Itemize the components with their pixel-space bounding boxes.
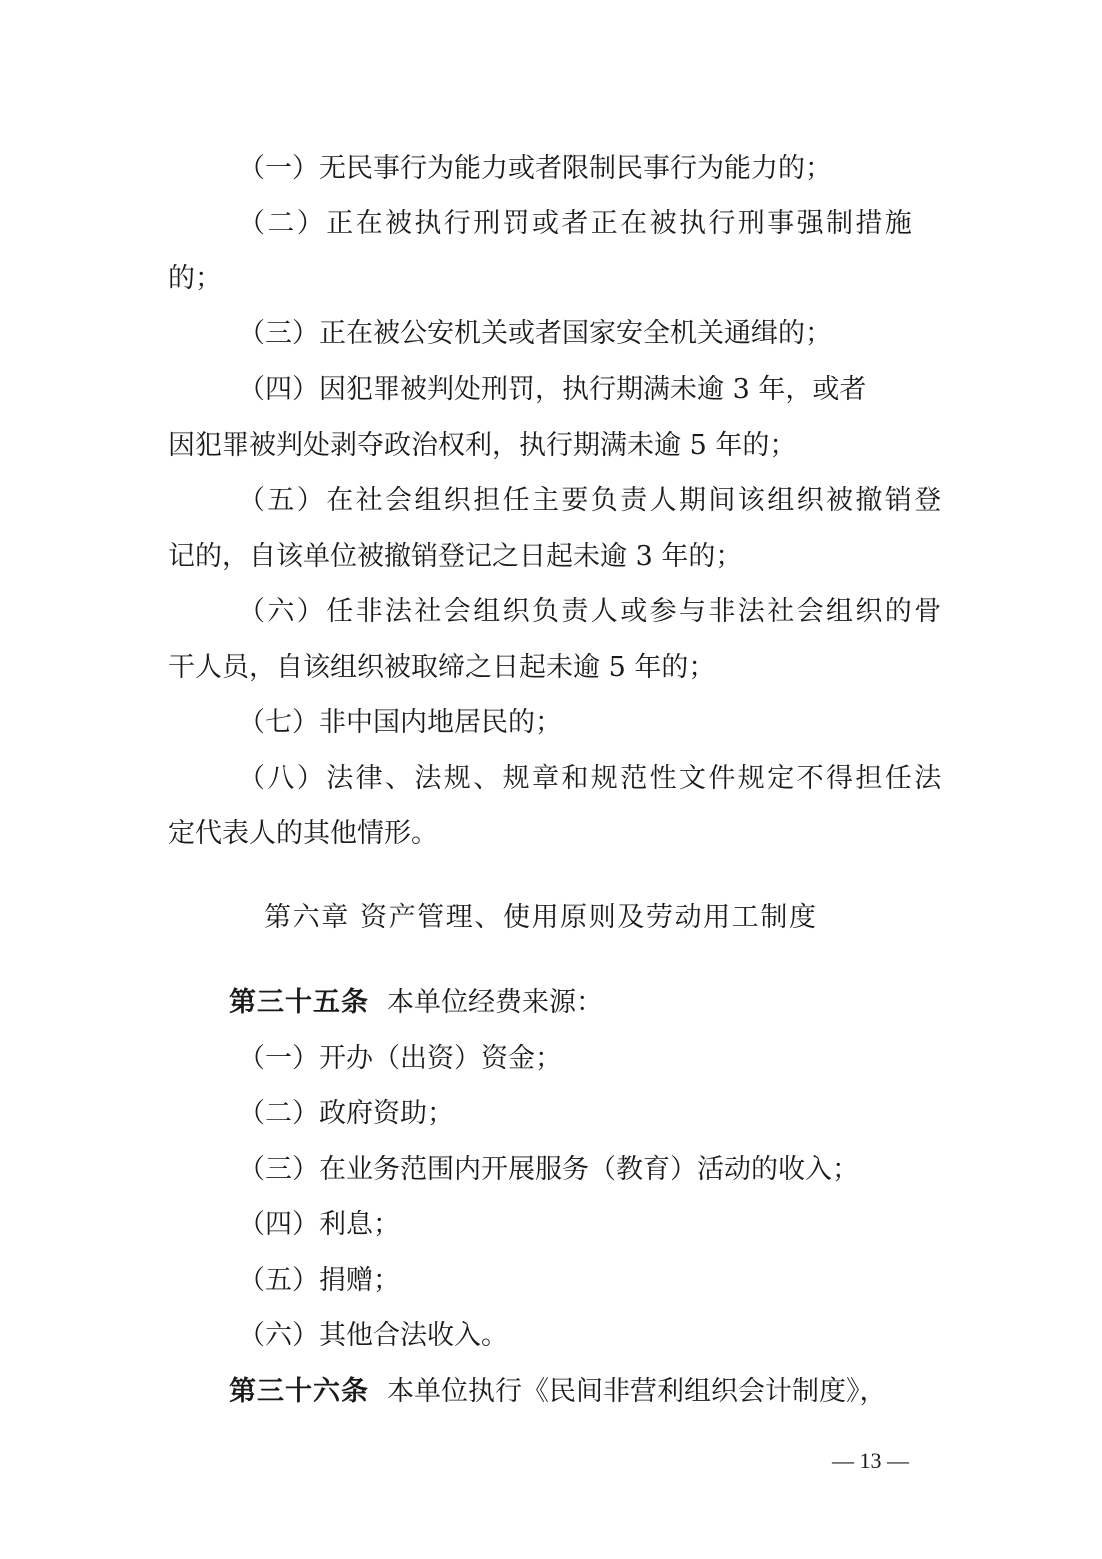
source-item-2: （二）政府资助； xyxy=(238,1098,454,1129)
clause-item-2-continued: 的； xyxy=(168,263,222,294)
article-35 xyxy=(229,986,603,1020)
clause-item-6: （六）任非法社会组织负责人或参与非法社会组织的骨 xyxy=(238,596,944,627)
clause-item-4: （四）因犯罪被判处刑罚，执行期满未逾 3 年，或者 xyxy=(238,374,867,405)
source-item-3: （三）在业务范围内开展服务（教育）活动的收入； xyxy=(238,1154,859,1185)
source-item-5: （五）捐赠； xyxy=(238,1265,400,1296)
source-item-4: （四）利息； xyxy=(238,1209,400,1240)
clause-item-7: （七）非中国内地居民的； xyxy=(238,707,562,738)
source-item-1: （一）开办（出资）资金； xyxy=(238,1043,562,1074)
clause-item-8-continued: 定代表人的其他情形。 xyxy=(168,818,438,849)
clause-item-6-continued: 干人员，自该组织被取缔之日起未逾 5 年的； xyxy=(168,652,716,683)
article-35-label: 第三十五条 xyxy=(229,987,369,1018)
article-35-text: 本单位经费来源： xyxy=(387,987,603,1018)
article-36 xyxy=(229,1375,887,1409)
clause-item-3: （三）正在被公安机关或者国家安全机关通缉的； xyxy=(238,318,832,349)
clause-item-5: （五）在社会组织担任主要负责人期间该组织被撤销登 xyxy=(238,485,944,516)
clause-item-5-continued: 记的，自该单位被撤销登记之日起未逾 3 年的； xyxy=(168,541,743,572)
clause-item-1: （一）无民事行为能力或者限制民事行为能力的； xyxy=(238,153,832,184)
clause-item-8: （八）法律、法规、规章和规范性文件规定不得担任法 xyxy=(238,763,944,794)
article-36-label: 第三十六条 xyxy=(229,1376,369,1407)
source-item-6: （六）其他合法收入。 xyxy=(238,1320,508,1351)
page-number: — 13 — xyxy=(832,1448,909,1473)
clause-item-4-continued: 因犯罪被判处剥夺政治权利，执行期满未逾 5 年的； xyxy=(168,430,797,461)
article-36-text: 本单位执行《民间非营利组织会计制度》， xyxy=(387,1376,887,1407)
chapter-heading: 第六章 资产管理、使用原则及劳动用工制度 xyxy=(264,902,818,933)
clause-item-2: （二）正在被执行刑罚或者正在被执行刑事强制措施 xyxy=(238,208,915,239)
